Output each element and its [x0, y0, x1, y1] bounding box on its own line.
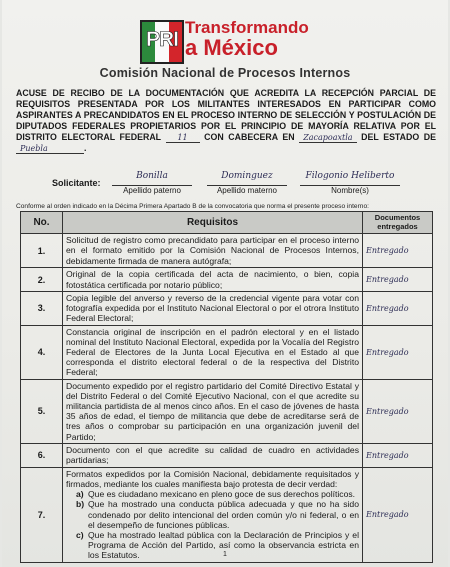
sub-item	[66, 489, 359, 499]
nombres-caption: Nombre(s)	[331, 186, 369, 195]
header-no: No.	[21, 212, 63, 234]
row-number: 1.	[21, 234, 63, 268]
page-number: 1	[223, 551, 227, 558]
table-row	[21, 379, 433, 443]
row-requirement: Copia legible del anverso y reverso de la credencial vigente para votar con fotografía expedida por el Instituto Nacional Electoral o por el otrora Instituto Federal Electoral;	[63, 292, 363, 326]
sub-item-letter: a)	[76, 489, 84, 500]
nombres-field: Filogonio Heliberto	[300, 171, 400, 186]
cabecera-label: CON CABECERA EN	[204, 131, 295, 142]
logo-letters: PRI	[145, 28, 178, 51]
slogan-line-2: a México	[185, 35, 278, 60]
row-status: Entregado	[363, 268, 433, 292]
cabecera-field: Zacapoaxtla	[299, 133, 356, 143]
sub-item	[66, 499, 359, 530]
document-page	[2, 0, 448, 567]
table-header-row	[21, 212, 433, 234]
header-requisitos: Requisitos	[63, 212, 363, 234]
row-requirement: Documento con el que acredite su calidad de cuadro en actividades partidarias;	[63, 443, 363, 467]
apellido-materno-caption: Apellido materno	[216, 186, 278, 195]
row-status: Entregado	[363, 467, 433, 562]
row-requirement	[63, 467, 363, 562]
heading-text: ACUSE DE RECIBO DE LA DOCUMENTACIÓN QUE ACREDITA LA RECEPCIÓN PARCIAL DE REQUISITOS PRESENTADA POR LOS MILITANTES INTERESADOS EN PARTICIPAR COMO ASPIRANTES A PRECANDIDATOS EN EL PROCESO INTERNO DE SELECCIÓN Y POSTULACIÓN DE DIPUTADOS FEDERALES PROPIETARIOS POR EL PRINCIPIO DE MAYORÍA RELATIVA POR EL DISTRITO ELECTORAL FEDERAL	[16, 88, 436, 142]
row-number: 4.	[21, 325, 63, 379]
apellido-materno-field: Dominguez	[207, 171, 287, 186]
table-row	[21, 325, 433, 379]
row-status: Entregado	[363, 292, 433, 326]
header-documentos: Documentos entregados	[363, 212, 433, 234]
table-row	[21, 443, 433, 467]
row-status: Entregado	[363, 379, 433, 443]
apellido-paterno-field: Bonilla	[112, 171, 192, 186]
row-requirement-intro: Formatos expedidos por la Comisión Nacional, debidamente requisitados y firmados, mediante los cuales manifiesta bajo protesta de decir verdad:	[66, 468, 359, 490]
distrito-field: 11	[166, 133, 200, 143]
table-row	[21, 292, 433, 326]
table-row	[21, 234, 433, 268]
solicitante-label: Solicitante:	[52, 178, 101, 188]
pri-logo	[140, 20, 184, 64]
row-number: 5.	[21, 379, 63, 443]
estado-field: Puebla	[16, 144, 84, 154]
table-row	[21, 268, 433, 292]
sub-item-text: Que ha mostrado una conducta pública adecuada y que no ha sido condenado por delito intencional del orden común y/o ni federal, o en el desempeño de funciones públicas.	[88, 499, 359, 530]
row-requirement: Original de la copia certificada del acta de nacimiento, o bien, copia fotostática certificada por notario público;	[63, 268, 363, 292]
row-number: 2.	[21, 268, 63, 292]
conforme-note: Conforme al orden indicado en la Décima Primera Apartado B de la convocatoria que norma el presente proceso interno:	[16, 203, 369, 210]
commission-title: Comisión Nacional de Procesos Internos	[99, 66, 351, 80]
table-row	[21, 467, 433, 562]
row-status: Entregado	[363, 443, 433, 467]
row-number: 7.	[21, 467, 63, 562]
row-status: Entregado	[363, 234, 433, 268]
row-number: 6.	[21, 443, 63, 467]
row-requirement: Constancia original de inscripción en el padrón electoral y en el listado nominal del Instituto Nacional Electoral, expedida por la Vocalía del Registro Federal de Electores de la Junta Local Ejecutiva en el Estado al que corresponda el distrito electoral federal o de la respectiva del Distrito Federal;	[63, 325, 363, 379]
sub-item-letter: c)	[76, 530, 84, 541]
row-requirement: Documento expedido por el registro partidario del Comité Directivo Estatal y del Distrito Federal o del Comité Ejecutivo Nacional, con el que acredite su militancia partidista de al menos cinco años. En el caso de jóvenes de hasta 35 años de edad, el tiempo de militancia que debe de acreditarse será de tres años o comprobar su participación en una organización juvenil del Partido;	[63, 379, 363, 443]
acknowledgement-heading: ACUSE DE RECIBO DE LA DOCUMENTACIÓN QUE ACREDITA LA RECEPCIÓN PARCIAL DE REQUISITOS PRESENTADA POR LOS MILITANTES INTERESADOS EN PARTICIPAR COMO ASPIRANTES A PRECANDIDATOS EN EL PROCESO INTERNO DE SELECCIÓN Y POSTULACIÓN DE DIPUTADOS FEDERALES PROPIETARIOS POR EL PRINCIPIO DE MAYORÍA RELATIVA POR EL DISTRITO ELECTORAL FEDERAL 11 CON CABECERA EN Zacapoaxtla DEL ESTADO DE Puebla .	[16, 88, 437, 153]
row-requirement: Solicitud de registro como precandidato para participar en el proceso interno en el formato emitido por la Comisión Nacional de Procesos Internos, debidamente firmada de manera autógrafa;	[63, 234, 363, 268]
estado-label: DEL ESTADO DE	[361, 131, 437, 142]
sub-item-text: Que ha mostrado lealtad pública con la Declaración de Principios y el Programa de Acción del Partido, así como la observancia estricta en los Estatutos.	[88, 530, 359, 561]
row-number: 3.	[21, 292, 63, 326]
row-status: Entregado	[363, 325, 433, 379]
sub-item-letter: b)	[76, 499, 85, 510]
sub-item-text: Que es ciudadano mexicano en pleno goce de sus derechos políticos.	[88, 489, 356, 500]
apellido-paterno-caption: Apellido paterno	[123, 186, 181, 195]
requirements-table	[20, 211, 433, 563]
slogan-line-1: Transformando	[185, 18, 309, 37]
